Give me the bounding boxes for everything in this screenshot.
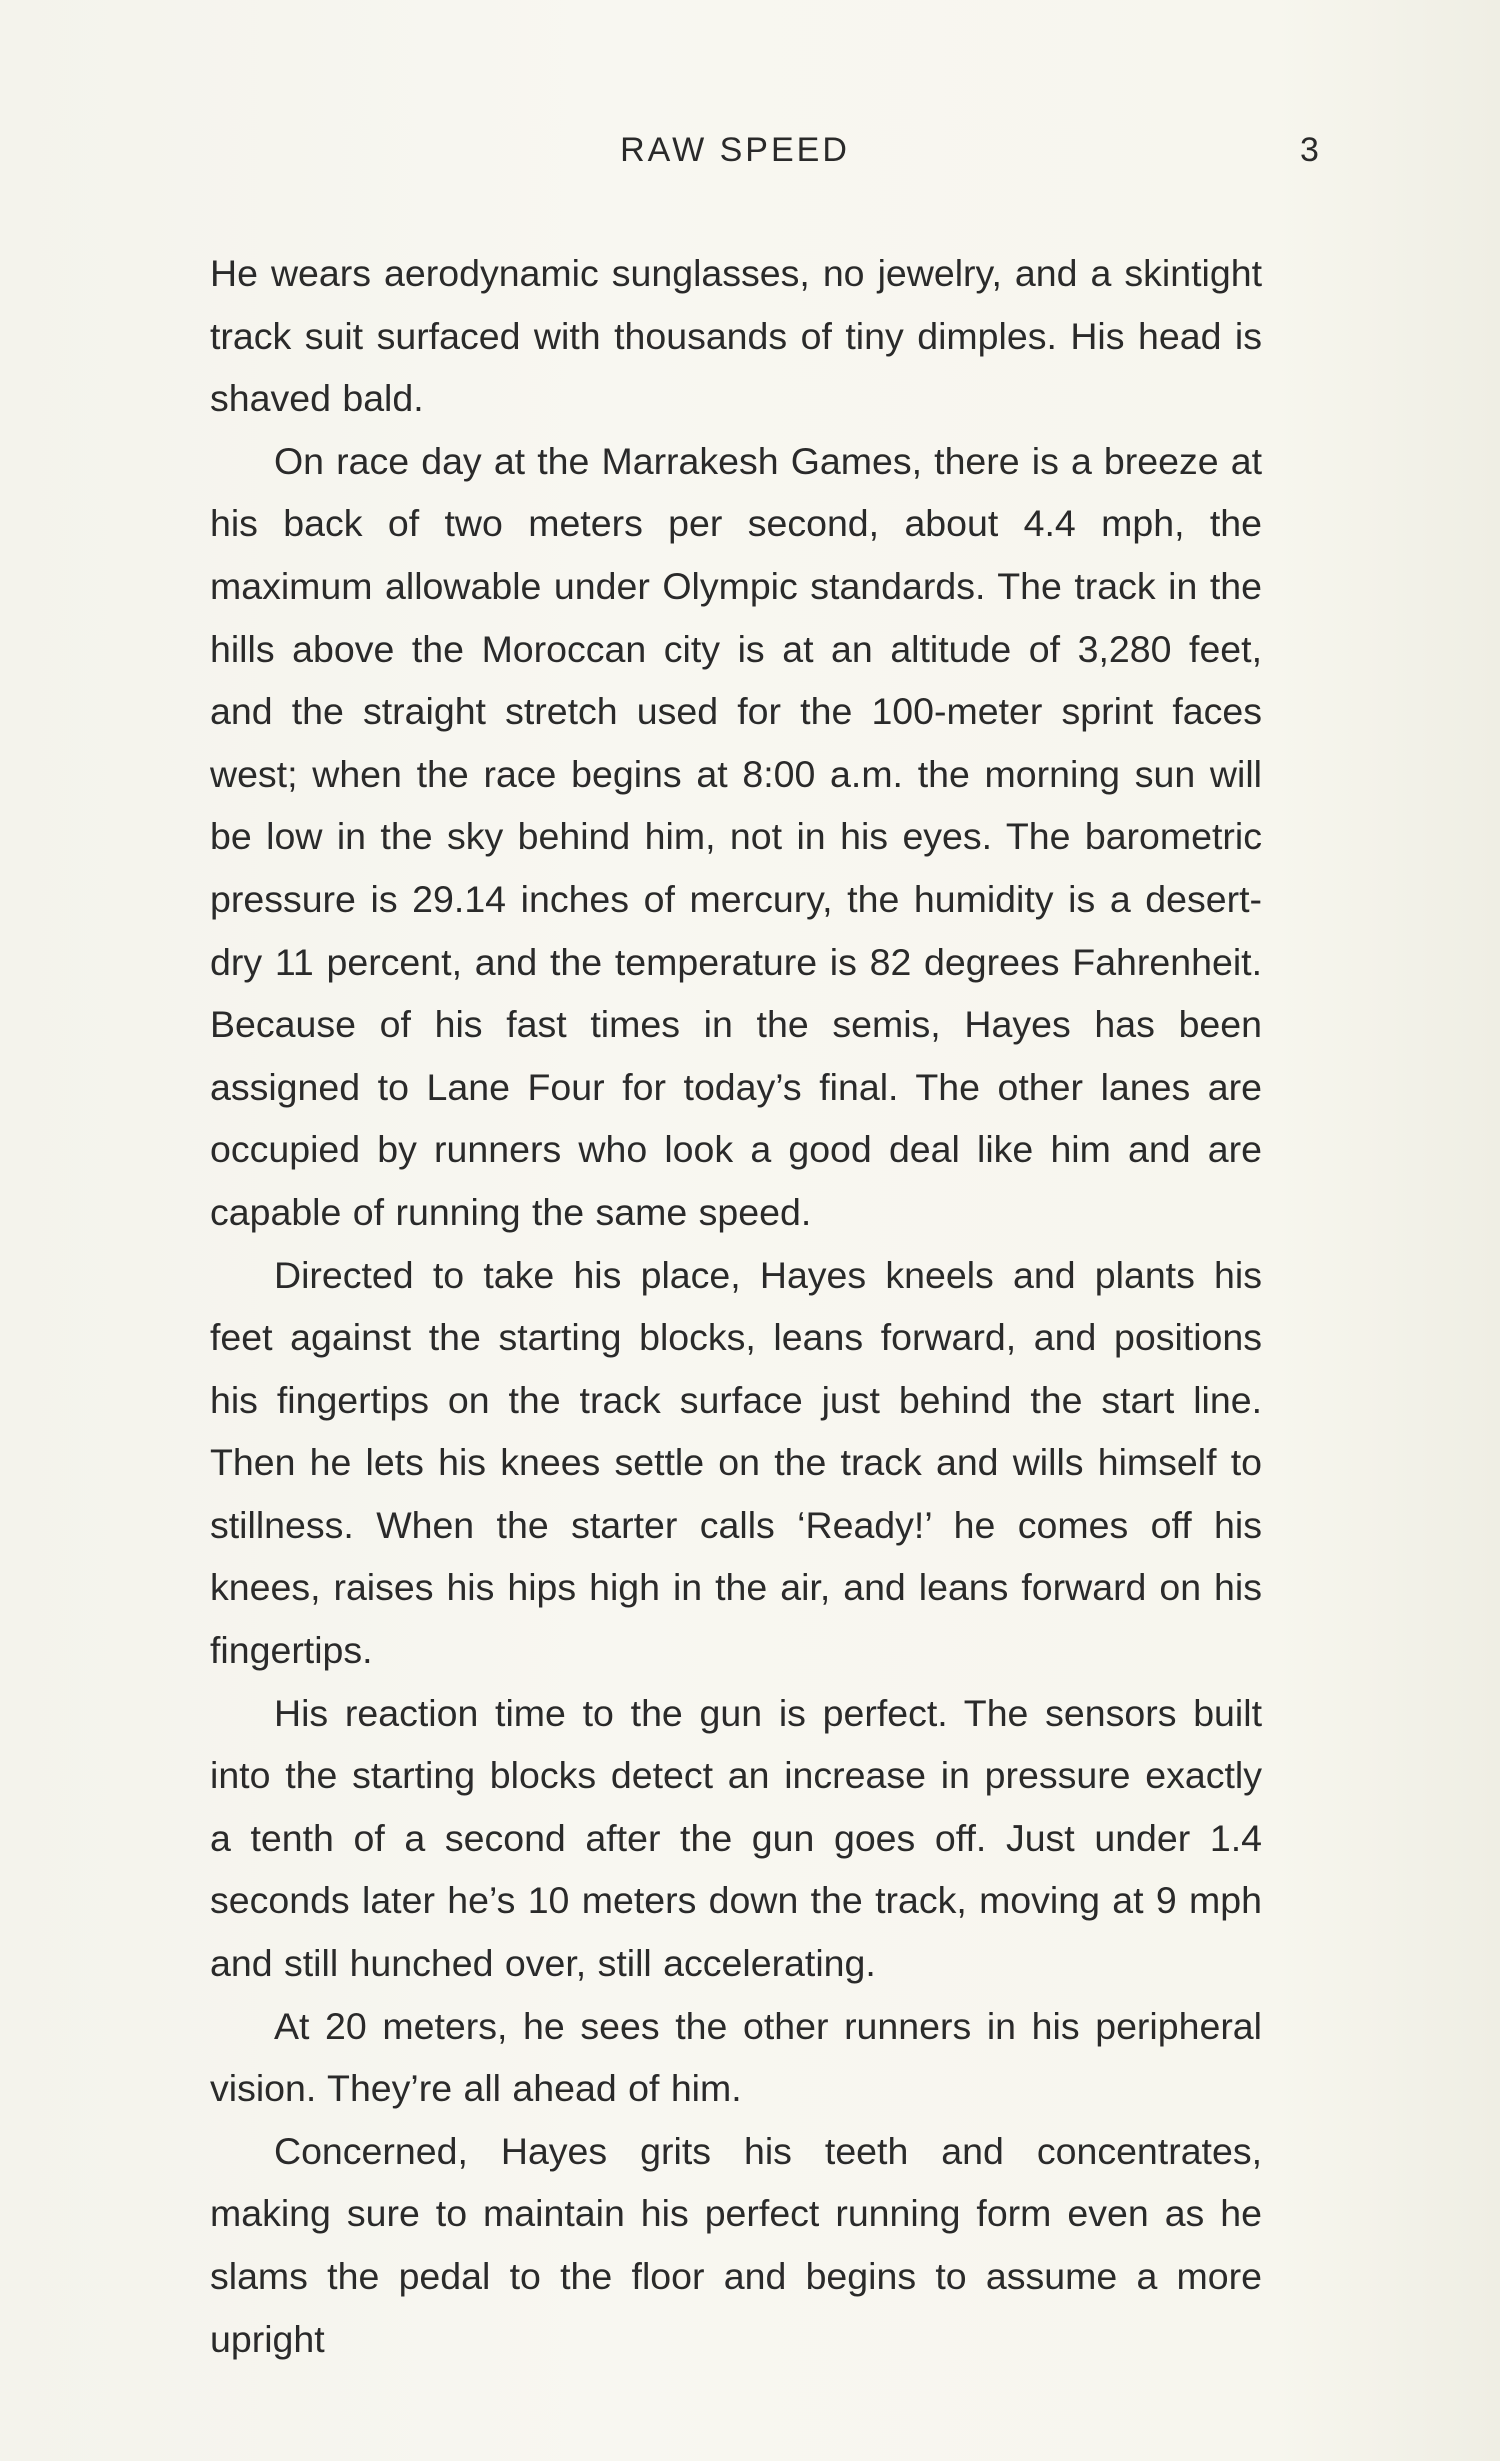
paragraph: At 20 meters, he sees the other runners in his peripheral vision. They’re all ahead of him. bbox=[210, 2004, 1262, 2110]
paragraph: On race day at the Marrakesh Games, there is a breeze at his back of two meters per second, about 4.4 mph, the maximum allowable under Olympic standards. The track in the hills above the Moroccan city is at an altitude of 3,280 feet, and the straight stretch used for the 100-meter sprint faces west; when the race begins at 8:00 a.m. the morning sun will be low in the sky behind him, not in his eyes. The barometric pressure is 29.14 inches of mercury, the humidity is a desert-dry 11 percent, and the temperature is 82 degrees Fahrenheit. Because of his fast times in the semis, Hayes has been assigned to Lane Four for today’s final. The other lanes are occupied by runners who look a good deal like him and are capable of running the same speed. bbox=[210, 439, 1262, 1233]
paragraph: He wears aerodynamic sunglasses, no jewelry, and a skintight track suit surfaced with thousands of tiny dimples. His head is shaved bald. bbox=[210, 252, 1262, 420]
body-text bbox=[210, 242, 1262, 2370]
paragraph: His reaction time to the gun is perfect. The sensors built into the starting blocks detect an increase in pressure exactly a tenth of a second after the gun goes off. Just under 1.4 seconds later he’s 10 meters down the track, moving at 9 mph and still hunched over, still accelerating. bbox=[210, 1691, 1262, 1985]
paragraph: Concerned, Hayes grits his teeth and concentrates, making sure to maintain his perfect running form even as he slams the pedal to the floor and begins to assume a more upright bbox=[210, 2129, 1262, 2360]
running-title: RAW SPEED bbox=[620, 131, 850, 169]
page-number: 3 bbox=[1300, 131, 1319, 169]
paragraph: Directed to take his place, Hayes kneels and plants his feet against the starting blocks, leans forward, and positions his fingertips on the track surface just behind the start line. Then he lets his knees settle on the track and wills himself to stillness. When the starter calls ‘Ready!’ he comes off his knees, raises his hips high in the air, and leans forward on his fingertips. bbox=[210, 1253, 1262, 1672]
running-header bbox=[0, 128, 1500, 172]
